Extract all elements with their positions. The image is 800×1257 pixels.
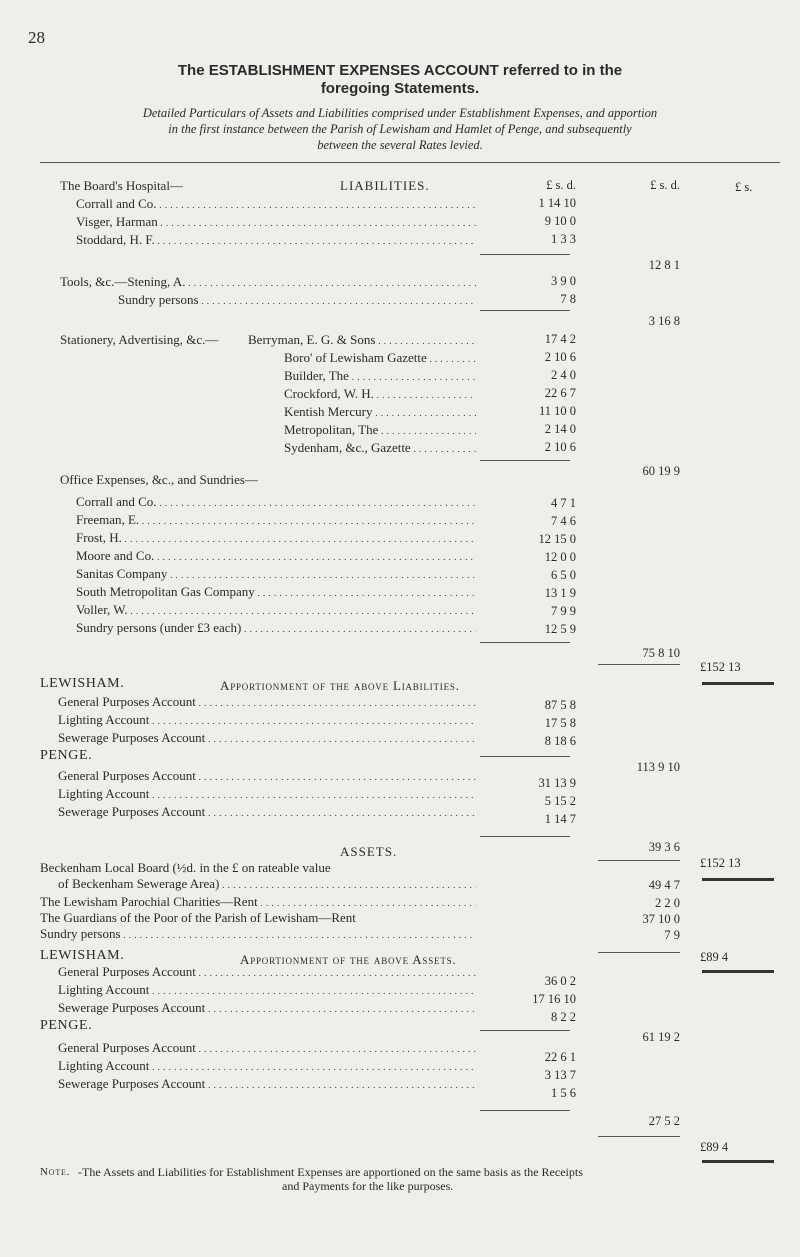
total-rule [598,860,680,861]
list-item-label: Builder, The . . . [284,368,476,384]
list-item-label: Sewerage Purposes Account . . . [58,804,476,820]
title-line-2: foregoing Statements. [320,80,480,97]
list-item-amount: 1 14 10 [538,196,576,210]
boards-hospital-heading: The Board's Hospital— [60,178,183,193]
list-item-amount: 22 6 1 [544,1050,576,1064]
subtitle-line-1: Detailed Particulars of Assets and Liabilities comprised under Establishment Expenses, and apportion [142,106,658,120]
list-item-amount: 36 0 2 [544,974,576,988]
list-item-amount: 2 14 0 [544,422,576,436]
list-item-amount: 9 10 0 [544,214,576,228]
list-item-label: General Purposes Account . . . [58,768,476,784]
subtotal-amount: 75 8 10 [642,646,680,660]
total-double-rule [702,1160,774,1163]
asset-apportionment-heading: Apportionment of the above Assets. [240,952,457,967]
note-label: Note. [40,1166,71,1178]
list-item-amount: 17 5 8 [544,716,576,730]
list-item-amount: 8 2 2 [551,1010,576,1024]
list-item-label: Corrall and Co. . . . [76,494,476,510]
subtotal-rule [480,460,570,461]
assets-total: £89 4 [700,950,729,964]
total-double-rule [702,878,774,881]
list-item-amount: 3 9 0 [551,274,576,288]
list-item-amount: 12 5 9 [544,622,576,636]
list-item-amount: 6 5 0 [551,568,576,582]
list-item-label: of Beckenham Sewerage Area) . . . [58,876,476,892]
list-item-label: Lighting Account . . . [58,786,476,802]
list-item-label: Metropolitan, The . . . [284,422,476,438]
list-item-label: Beckenham Local Board (½d. in the £ on rateable value [40,860,331,875]
list-item-label: The Guardians of the Poor of the Parish of Lewisham—Rent [40,910,356,925]
list-item-label: The Lewisham Parochial Charities—Rent . . . [40,894,476,910]
liab-lewisham-heading: LEWISHAM. [40,676,125,691]
total-double-rule [702,970,774,973]
liab-apportionment-total: £152 13 [700,856,741,870]
subtitle-line-2: in the first instance between the Parish of Lewisham and Hamlet of Penge, and subsequently [168,122,632,136]
header-divider [40,162,780,163]
list-item-amount: 7 4 6 [551,514,576,528]
list-item-amount: 1 5 6 [551,1086,576,1100]
list-item-amount: 2 4 0 [551,368,576,382]
list-item-label: Stoddard, H. F. . . . [76,232,476,248]
list-item-label: Lighting Account . . . [58,982,476,998]
subtotal-amount: 3 16 8 [648,314,680,328]
list-item-amount: 2 10 6 [544,350,576,364]
list-item-label: Freeman, E. . . . [76,512,476,528]
page-number: 28 [28,28,45,47]
list-item-label: Moore and Co. . . . [76,548,476,564]
list-item-amount: 4 7 1 [551,496,576,510]
stationery-heading: Stationery, Advertising, &c.— [60,332,219,347]
list-item-amount: 87 5 8 [544,698,576,712]
list-item-label: General Purposes Account . . . [58,964,476,980]
list-item-label: Sewerage Purposes Account . . . [58,730,476,746]
list-item-label: Crockford, W. H. . . . [284,386,476,402]
list-item-label: Lighting Account . . . [58,1058,476,1074]
list-item-amount: 1 14 7 [544,812,576,826]
list-item-amount: 17 16 10 [532,992,576,1006]
subtotal-amount: 27 5 2 [648,1114,680,1128]
note-line-1: -The Assets and Liabilities for Establishment Expenses are apportioned on the same basis as the Receipts [78,1165,583,1179]
list-item-amount: 2 10 6 [544,440,576,454]
list-item-amount: 7 8 [560,292,576,306]
subtotal-amount: 39 3 6 [648,840,680,854]
subtotal-rule [480,1110,570,1111]
total-rule [598,1136,680,1137]
note-line-2: and Payments for the like purposes. [282,1179,454,1193]
list-item-amount: 7 9 9 [551,604,576,618]
list-item-amount: 7 9 [664,928,680,942]
list-item-label: General Purposes Account . . . [58,1040,476,1056]
list-item-amount: 37 10 0 [642,912,680,926]
list-item-label: Boro' of Lewisham Gazette . . . [284,350,476,366]
col3-header: £ s. [735,180,753,194]
liab-apportionment-heading: Apportionment of the above Liabilities. [220,678,460,693]
list-item-label: Lighting Account . . . [58,712,476,728]
subtotal-rule [480,836,570,837]
office-heading: Office Expenses, &c., and Sundries— [60,472,258,487]
subtotal-amount: 12 8 1 [648,258,680,272]
col1-header: £ s. d. [546,178,576,192]
subtotal-amount: 60 19 9 [642,464,680,478]
list-item-label: General Purposes Account . . . [58,694,476,710]
list-item-amount: 17 4 2 [544,332,576,346]
list-item-label: Sundry persons (under £3 each) . . . [76,620,476,636]
total-rule [598,952,680,953]
list-item-amount: 12 15 0 [538,532,576,546]
total-double-rule [702,682,774,685]
list-item-label: Sydenham, &c., Gazette . . . [284,440,476,456]
list-item-label: Sundry persons . . . [40,926,476,942]
assets-heading: ASSETS. [340,844,398,859]
list-item-label: Voller, W. . . . [76,602,476,618]
list-item-amount: 1 3 3 [551,232,576,246]
subtotal-rule [480,254,570,255]
list-item-label: Sundry persons . . . [118,292,476,308]
list-item-label: Corrall and Co. . . . [76,196,476,212]
list-item-label: Tools, &c.—Stening, A. . . . [60,274,476,290]
list-item-label: Kentish Mercury . . . [284,404,476,420]
list-item-amount: 31 13 9 [538,776,576,790]
subtotal-rule [480,310,570,311]
list-item-amount: 11 10 0 [538,404,576,418]
subtotal-rule [480,1030,570,1031]
subtotal-amount: 113 9 10 [636,760,680,774]
list-item-label: Berryman, E. G. & Sons . . . [248,332,476,348]
list-item-label: Sewerage Purposes Account . . . [58,1076,476,1092]
list-item-label: Visger, Harman . . . [76,214,476,230]
asset-apportionment-total: £89 4 [700,1140,729,1154]
liabilities-heading: LIABILITIES. [340,178,430,193]
list-item-amount: 5 15 2 [544,794,576,808]
asset-penge-heading: PENGE. [40,1018,93,1033]
liabilities-total: £152 13 [700,660,741,674]
liab-penge-heading: PENGE. [40,748,93,763]
list-item-label: Sanitas Company . . . [76,566,476,582]
list-item-amount: 12 0 0 [544,550,576,564]
list-item-amount: 3 13 7 [544,1068,576,1082]
col2-header: £ s. d. [650,178,680,192]
title-line-1: The ESTABLISHMENT EXPENSES ACCOUNT referred to in the [177,62,623,79]
subtitle-line-3: between the several Rates levied. [317,138,483,152]
subtotal-amount: 61 19 2 [642,1030,680,1044]
list-item-label: South Metropolitan Gas Company . . . [76,584,476,600]
list-item-label: Sewerage Purposes Account . . . [58,1000,476,1016]
subtotal-rule [480,756,570,757]
list-item-amount: 13 1 9 [544,586,576,600]
list-item-amount: 8 18 6 [544,734,576,748]
list-item-amount: 2 2 0 [655,896,680,910]
list-item-label: Frost, H. . . . [76,530,476,546]
list-item-amount: 49 4 7 [648,878,680,892]
subtotal-rule [480,642,570,643]
asset-lewisham-heading: LEWISHAM. [40,948,125,963]
list-item-amount: 22 6 7 [544,386,576,400]
total-rule [598,664,680,665]
